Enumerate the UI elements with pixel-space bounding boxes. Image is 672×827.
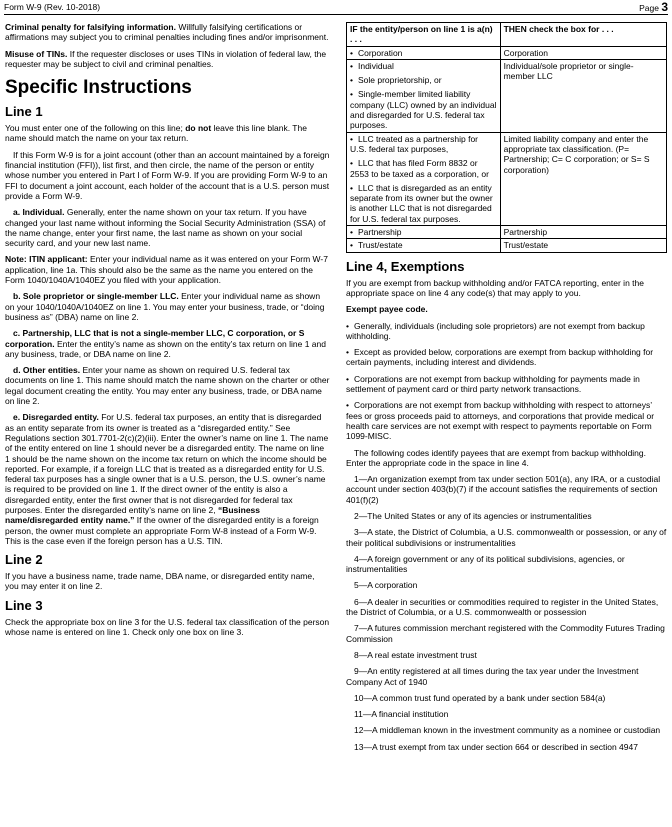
specific-instructions-heading: Specific Instructions — [5, 77, 192, 99]
misuse-tins-paragraph: Misuse of TINs. If the requester discloses or uses TINs in violation of federal law, the requester may be subject to civil and criminal penalties. — [5, 48, 327, 69]
list-item: 13—A trust exempt from tax under section 664 or described in section 4947 — [354, 741, 638, 752]
page-number: Page 3 — [639, 0, 668, 14]
table-row — [347, 46, 667, 59]
table-cell-item: • LLC that is disregarded as an entity separate from its owner but the owner is another LLC that is not disregarded for U.S. federal tax purposes. — [350, 183, 497, 224]
table-cell-item: • LLC treated as a partnership for U.S. federal tax purposes, — [350, 134, 497, 155]
list-item: 2—The United States or any of its agencies or instrumentalities — [354, 510, 592, 521]
list-item: 7—A futures commission merchant registered with the Commodity Futures Trading Commission — [346, 623, 665, 644]
page-header — [4, 0, 668, 15]
table-row — [347, 226, 667, 239]
table-header-then: THEN check the box for . . . — [500, 23, 666, 47]
table-cell-then: Corporation — [500, 46, 666, 59]
table-cell-if — [347, 132, 501, 225]
exempt-codes-list — [346, 474, 667, 752]
list-item: 12—A middleman known in the investment community as a nominee or custodian — [354, 725, 661, 736]
table-cell-item: • Individual — [350, 61, 497, 71]
table-row — [347, 239, 667, 252]
line2-text: If you have a business name, trade name, DBA name, or disregarded entity name, you may enter it on line 2. — [5, 571, 315, 592]
table-header-if: IF the entity/person on line 1 is a(n) . . . — [347, 23, 501, 47]
exempt-payee-heading: Exempt payee code. — [346, 304, 428, 315]
table-row — [347, 132, 667, 225]
right-column — [346, 22, 667, 758]
list-item: • Generally, individuals (including sole proprietors) are not exempt from backup withholding. — [346, 321, 667, 342]
other-entities-paragraph: d. Other entities. Enter your name as shown on required U.S. federal tax documents on line 1. This name should match the name shown on the charter or other legal document creating the entity. You may enter any business, trade, or DBA name on line 2. — [5, 365, 330, 407]
line4-heading: Line 4, Exemptions — [346, 258, 465, 274]
table-cell-if — [347, 46, 501, 59]
line1-intro: You must enter one of the following on this line; do not leave this line blank. The name should match the name on your tax return. — [5, 123, 307, 144]
table-cell-if — [347, 226, 501, 239]
table-cell-item: • Single-member limited liability company (LLC) owned by an individual and disregarded for U.S. federal tax purposes. — [350, 89, 497, 130]
list-item: 5—A corporation — [354, 580, 418, 591]
list-item: 10—A common trust fund operated by a bank under section 584(a) — [354, 692, 606, 703]
list-item: 9—An entity registered at all times during the tax year under the Investment Company Act of 1940 — [346, 666, 639, 687]
table-cell-item: • Corporation — [350, 48, 497, 58]
list-item: 11—A financial institution — [354, 709, 449, 720]
table-row — [347, 59, 667, 132]
table-body — [347, 46, 667, 252]
table-cell-if — [347, 59, 501, 132]
list-item: 4—A foreign government or any of its political subdivisions, agencies, or instrumentalities — [346, 553, 625, 575]
classification-table — [346, 22, 667, 253]
list-item: • Except as provided below, corporations are exempt from backup withholding for certain payments, including interest and dividends. — [346, 347, 667, 368]
table-cell-then: Partnership — [500, 226, 666, 239]
line3-text: Check the appropriate box on line 3 for the U.S. federal tax classification of the person whose name is entered on line 1. Check only one box on line 3. — [5, 616, 330, 638]
sole-proprietor-paragraph: b. Sole proprietor or single-member LLC. Enter your individual name as shown on your 1040/1040A/1040EZ on line 1. You may enter your business, trade, or “doing business as” (DBA) name on line 2. — [5, 291, 325, 322]
table-cell-then: Limited liability company and enter the appropriate tax classification. (P= Partnership; C= C corporation; or S= S corporation) — [500, 132, 666, 225]
list-item: 3—A state, the District of Columbia, a U.S. commonwealth or possession, or any of their political subdivisions or instrumentalities — [346, 527, 667, 548]
list-item: 6—A dealer in securities or commodities required to register in the United States, the District of Columbia, or a U.S. commonwealth or possession — [346, 596, 659, 618]
list-item: • Corporations are not exempt from backup withholding with respect to attorneys’ fees or gross proceeds paid to attorneys, and corporations that provide medical or health care services are not exempt with respect to payments reportable on Form 1099-MISC. — [346, 400, 667, 441]
table-header-row — [347, 23, 667, 47]
line2-heading: Line 2 — [5, 552, 43, 568]
table-cell-then: Individual/sole proprietor or single-member LLC — [500, 59, 666, 132]
list-item: 8—A real estate investment trust — [354, 649, 477, 660]
line1-heading: Line 1 — [5, 104, 43, 120]
exempt-bullets — [346, 321, 667, 442]
table-cell-item: • Sole proprietorship, or — [350, 75, 497, 85]
table-cell-then: Trust/estate — [500, 239, 666, 252]
table-cell-item: • LLC that has filed Form 8832 or 2553 to be taxed as a corporation, or — [350, 158, 497, 179]
left-column — [5, 22, 330, 643]
codes-intro: The following codes identify payees that are exempt from backup withholding. Enter the appropriate code in the space in line 4. — [346, 447, 646, 468]
list-item: 1—An organization exempt from tax under section 501(a), any IRA, or a custodial account under section 403(b)(7) if the account satisfies the requirements of section 401(f)(2) — [346, 474, 661, 505]
form-id: Form W-9 (Rev. 10-2018) — [4, 2, 101, 12]
list-item: • Corporations are not exempt from backup withholding for payments made in settlement of payment card or third party network transactions. — [346, 374, 667, 395]
joint-account-paragraph: If this Form W-9 is for a joint account (other than an account maintained by a foreign financial institution (FFI)), list first, and then circle, the name of the person or entity whose number you entered in Part I of Form W-9. If you are providing Form W-9 to an FFI to document a joint account, each holder of the account that is a U.S. person must provide a Form W-9. — [5, 149, 330, 201]
individual-paragraph: a. Individual. Generally, enter the name shown on your tax return. If you have changed your last name without informing the Social Security Administration (SSA) of the name change, enter your first name, the last name as shown on your social security card, and your new last name. — [5, 207, 326, 249]
table-cell-item: • Partnership — [350, 227, 497, 237]
table-cell-if — [347, 239, 501, 252]
line4-intro: If you are exempt from backup withholding and/or FATCA reporting, enter in the appropriate space on line 4 any code(s) that may apply to you. — [346, 277, 644, 298]
table-cell-item: • Trust/estate — [350, 240, 497, 250]
line3-heading: Line 3 — [5, 597, 43, 613]
itin-note: Note: ITIN applicant: Enter your individual name as it was entered on your Form W-7 application, line 1a. This should also be the same as the name you entered on the Form 1040/1040A/1040EZ you filed with your application. — [5, 254, 328, 286]
partnership-paragraph: c. Partnership, LLC that is not a single-member LLC, C corporation, or S corporation. Enter the entity’s name as shown on the entity’s tax return on line 1 and any business, trade, or DBA name on line 2. — [5, 328, 326, 359]
criminal-penalty-paragraph: Criminal penalty for falsifying information. Willfully falsifying certifications or affirmations may subject you to criminal penalties including fines and/or imprisonment. — [5, 22, 329, 43]
disregarded-entity-paragraph: e. Disregarded entity. For U.S. federal tax purposes, an entity that is disregarded as an entity separate from its owner is treated as a “disregarded entity.” See Regulations section 301.7701-2(c)(2)(iii). Enter the owner’s name on line 1. The name of the entity entered on line 1 should never be a disregarded entity. The name on line 1 should be the name shown on the income tax return on which the income should be reported. For example, if a foreign LLC that is treated as a disregarded entity for U.S. federal tax purposes has a single owner that is a U.S. person, the U.S. owner’s name is required to be provided on line 1. If the direct owner of the entity is also a disregarded entity, enter the first owner that is not disregarded for federal tax purposes. Enter the disregarded entity’s name on line 2, “Business name/disregarded entity name.” If the owner of the disregarded entity is a foreign person, the owner must complete an appropriate Form W-8 instead of a Form W-9. This is the case even if the foreign person has a U.S. TIN. — [5, 412, 329, 546]
